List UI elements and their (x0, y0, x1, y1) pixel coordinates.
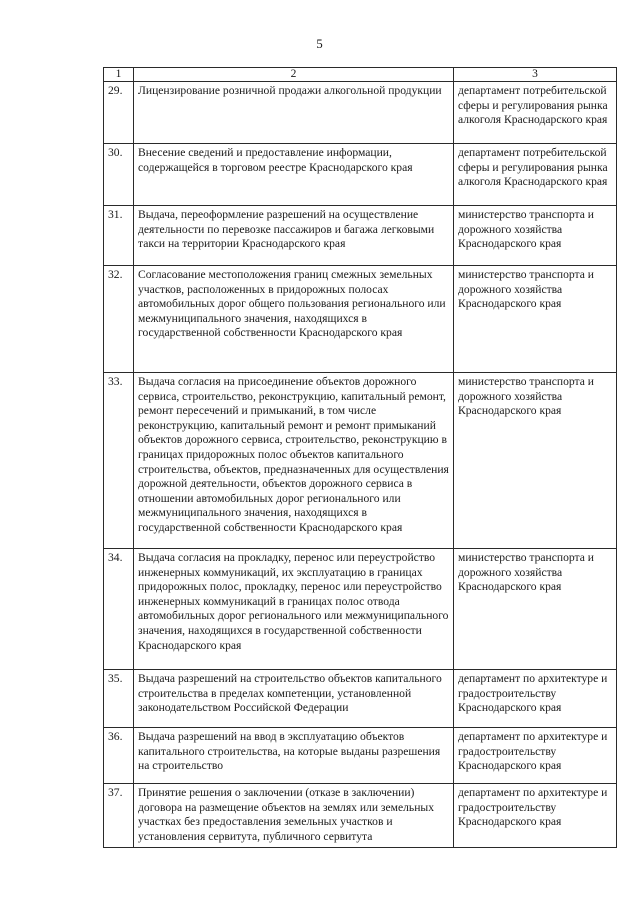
table-row (104, 728, 617, 784)
service-name: Выдача согласия на прокладку, перенос или переустройство инженерных коммуникаций, их эксплуатацию в границах придорожных полос, прокладку, перенос или переустройство инженерных коммуникаций в границах полос отвода автомобильных дорог регионального или межмуниципального значения, находящихся в государственной собственности Краснодарского края (134, 549, 454, 670)
service-name: Выдача разрешений на ввод в эксплуатацию объектов капитального строительства, на которые выданы разрешения на строительство (134, 728, 454, 784)
responsible-department: министерство транспорта и дорожного хозяйства Краснодарского края (454, 373, 617, 549)
responsible-department: департамент потребительской сферы и регулирования рынка алкоголя Краснодарского края (454, 82, 617, 144)
responsible-department: департамент по архитектуре и градостроительству Краснодарского края (454, 784, 617, 848)
row-number: 33. (104, 373, 134, 549)
table-row (104, 670, 617, 728)
row-number: 37. (104, 784, 134, 848)
page-number: 5 (316, 36, 323, 51)
row-number: 36. (104, 728, 134, 784)
table-row (104, 373, 617, 549)
service-name: Согласование местоположения границ смежных земельных участков, расположенных в придорожных полосах автомобильных дорог общего пользования регионального или межмуниципального значения, находящихся в государственной собственности Краснодарского края (134, 266, 454, 373)
service-name: Лицензирование розничной продажи алкогольной продукции (134, 82, 454, 144)
table-header-row (104, 68, 617, 82)
table-row (104, 784, 617, 848)
row-number: 35. (104, 670, 134, 728)
table-row (104, 549, 617, 670)
table-row (104, 206, 617, 266)
column-header-number: 1 (104, 68, 134, 82)
row-number: 30. (104, 144, 134, 206)
column-header-service: 2 (134, 68, 454, 82)
service-name: Выдача согласия на присоединение объектов дорожного сервиса, строительство, реконструкцию, капитальный ремонт, ремонт пересечений и примыканий, в том числе реконструкцию, капитальный ремонт и ремонт примыканий объектов дорожного сервиса, строительство, реконструкцию в границах придорожных полос объектов капитального строительства, объектов, предназначенных для осуществления дорожной деятельности, объектов дорожного сервиса в отношении автомобильных дорог регионального или межмуниципального значения, находящихся в государственной собственности Краснодарского края (134, 373, 454, 549)
row-number: 31. (104, 206, 134, 266)
service-name: Выдача разрешений на строительство объектов капитального строительства в пределах компетенции, установленной законодательством Российской Федерации (134, 670, 454, 728)
services-table (103, 67, 617, 848)
responsible-department: министерство транспорта и дорожного хозяйства Краснодарского края (454, 549, 617, 670)
service-name: Выдача, переоформление разрешений на осуществление деятельности по перевозке пассажиров и багажа легковыми такси на территории Краснодарского края (134, 206, 454, 266)
responsible-department: департамент потребительской сферы и регулирования рынка алкоголя Краснодарского края (454, 144, 617, 206)
table-row (104, 266, 617, 373)
responsible-department: департамент по архитектуре и градостроительству Краснодарского края (454, 728, 617, 784)
service-name: Внесение сведений и предоставление информации, содержащейся в торговом реестре Краснодарского края (134, 144, 454, 206)
row-number: 32. (104, 266, 134, 373)
responsible-department: министерство транспорта и дорожного хозяйства Краснодарского края (454, 266, 617, 373)
responsible-department: министерство транспорта и дорожного хозяйства Краснодарского края (454, 206, 617, 266)
row-number: 34. (104, 549, 134, 670)
responsible-department: департамент по архитектуре и градостроительству Краснодарского края (454, 670, 617, 728)
service-name: Принятие решения о заключении (отказе в заключении) договора на размещение объектов на землях или земельных участках без предоставления земельных участков и установления сервитута, публичного сервитута (134, 784, 454, 848)
table-row (104, 144, 617, 206)
row-number: 29. (104, 82, 134, 144)
table-row (104, 82, 617, 144)
column-header-department: 3 (454, 68, 617, 82)
